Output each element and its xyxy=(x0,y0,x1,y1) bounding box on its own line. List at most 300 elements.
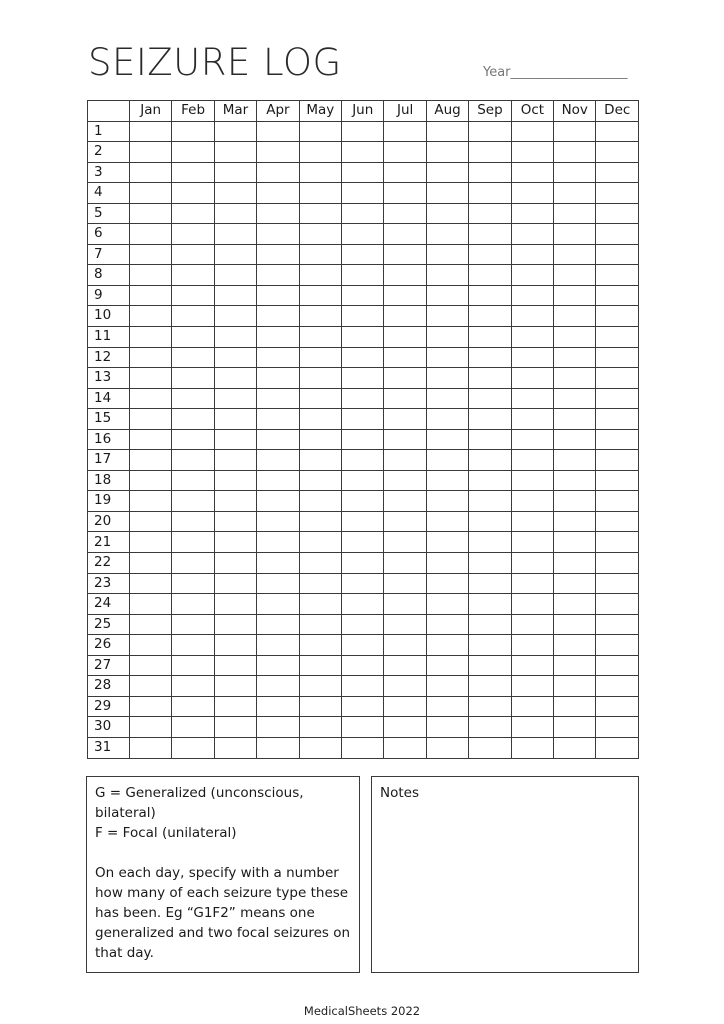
log-cell-apr[interactable] xyxy=(257,142,299,163)
log-cell-may[interactable] xyxy=(299,224,341,245)
log-cell-jul[interactable] xyxy=(384,388,426,409)
log-cell-nov[interactable] xyxy=(554,737,596,758)
log-cell-may[interactable] xyxy=(299,327,341,348)
log-cell-feb[interactable] xyxy=(172,121,214,142)
log-cell-oct[interactable] xyxy=(511,368,553,389)
log-cell-oct[interactable] xyxy=(511,388,553,409)
log-cell-jun[interactable] xyxy=(342,635,384,656)
log-cell-feb[interactable] xyxy=(172,327,214,348)
log-cell-jun[interactable] xyxy=(342,142,384,163)
log-cell-apr[interactable] xyxy=(257,265,299,286)
log-cell-apr[interactable] xyxy=(257,162,299,183)
log-cell-dec[interactable] xyxy=(596,409,639,430)
log-cell-mar[interactable] xyxy=(214,183,256,204)
log-cell-dec[interactable] xyxy=(596,224,639,245)
log-cell-jul[interactable] xyxy=(384,368,426,389)
log-cell-mar[interactable] xyxy=(214,388,256,409)
log-cell-may[interactable] xyxy=(299,676,341,697)
log-cell-sep[interactable] xyxy=(469,183,511,204)
log-cell-may[interactable] xyxy=(299,737,341,758)
log-cell-jan[interactable] xyxy=(130,409,172,430)
log-cell-dec[interactable] xyxy=(596,594,639,615)
log-cell-feb[interactable] xyxy=(172,347,214,368)
log-cell-oct[interactable] xyxy=(511,655,553,676)
log-cell-jul[interactable] xyxy=(384,285,426,306)
log-cell-sep[interactable] xyxy=(469,142,511,163)
log-cell-sep[interactable] xyxy=(469,470,511,491)
log-cell-sep[interactable] xyxy=(469,614,511,635)
log-cell-dec[interactable] xyxy=(596,635,639,656)
log-cell-jul[interactable] xyxy=(384,594,426,615)
log-cell-jan[interactable] xyxy=(130,573,172,594)
log-cell-nov[interactable] xyxy=(554,635,596,656)
log-cell-may[interactable] xyxy=(299,244,341,265)
log-cell-jul[interactable] xyxy=(384,224,426,245)
log-cell-feb[interactable] xyxy=(172,409,214,430)
log-cell-apr[interactable] xyxy=(257,203,299,224)
log-cell-may[interactable] xyxy=(299,162,341,183)
log-cell-feb[interactable] xyxy=(172,224,214,245)
log-cell-nov[interactable] xyxy=(554,429,596,450)
log-cell-may[interactable] xyxy=(299,491,341,512)
log-cell-nov[interactable] xyxy=(554,306,596,327)
log-cell-mar[interactable] xyxy=(214,347,256,368)
log-cell-oct[interactable] xyxy=(511,717,553,738)
log-cell-feb[interactable] xyxy=(172,696,214,717)
log-cell-may[interactable] xyxy=(299,368,341,389)
log-cell-apr[interactable] xyxy=(257,450,299,471)
log-cell-nov[interactable] xyxy=(554,347,596,368)
log-cell-mar[interactable] xyxy=(214,676,256,697)
log-cell-dec[interactable] xyxy=(596,244,639,265)
log-cell-nov[interactable] xyxy=(554,285,596,306)
log-cell-jun[interactable] xyxy=(342,285,384,306)
log-cell-jun[interactable] xyxy=(342,121,384,142)
log-cell-feb[interactable] xyxy=(172,429,214,450)
log-cell-dec[interactable] xyxy=(596,532,639,553)
log-cell-aug[interactable] xyxy=(426,409,468,430)
log-cell-aug[interactable] xyxy=(426,347,468,368)
log-cell-jan[interactable] xyxy=(130,162,172,183)
log-cell-mar[interactable] xyxy=(214,244,256,265)
log-cell-jul[interactable] xyxy=(384,347,426,368)
log-cell-may[interactable] xyxy=(299,594,341,615)
log-cell-nov[interactable] xyxy=(554,409,596,430)
log-cell-feb[interactable] xyxy=(172,655,214,676)
log-cell-nov[interactable] xyxy=(554,224,596,245)
log-cell-dec[interactable] xyxy=(596,676,639,697)
log-cell-apr[interactable] xyxy=(257,347,299,368)
log-cell-jan[interactable] xyxy=(130,121,172,142)
log-cell-sep[interactable] xyxy=(469,635,511,656)
log-cell-jun[interactable] xyxy=(342,224,384,245)
log-cell-sep[interactable] xyxy=(469,409,511,430)
log-cell-jan[interactable] xyxy=(130,142,172,163)
log-cell-oct[interactable] xyxy=(511,470,553,491)
log-cell-nov[interactable] xyxy=(554,553,596,574)
log-cell-sep[interactable] xyxy=(469,676,511,697)
log-cell-oct[interactable] xyxy=(511,676,553,697)
log-cell-dec[interactable] xyxy=(596,327,639,348)
log-cell-dec[interactable] xyxy=(596,553,639,574)
log-cell-apr[interactable] xyxy=(257,183,299,204)
log-cell-nov[interactable] xyxy=(554,470,596,491)
log-cell-may[interactable] xyxy=(299,717,341,738)
log-cell-jun[interactable] xyxy=(342,265,384,286)
log-cell-oct[interactable] xyxy=(511,285,553,306)
log-cell-aug[interactable] xyxy=(426,327,468,348)
log-cell-jul[interactable] xyxy=(384,450,426,471)
log-cell-aug[interactable] xyxy=(426,614,468,635)
log-cell-dec[interactable] xyxy=(596,737,639,758)
log-cell-apr[interactable] xyxy=(257,635,299,656)
log-cell-jan[interactable] xyxy=(130,265,172,286)
log-cell-feb[interactable] xyxy=(172,594,214,615)
log-cell-jul[interactable] xyxy=(384,244,426,265)
log-cell-jun[interactable] xyxy=(342,553,384,574)
log-cell-jan[interactable] xyxy=(130,717,172,738)
log-cell-sep[interactable] xyxy=(469,121,511,142)
log-cell-jun[interactable] xyxy=(342,429,384,450)
log-cell-oct[interactable] xyxy=(511,429,553,450)
log-cell-dec[interactable] xyxy=(596,121,639,142)
log-cell-feb[interactable] xyxy=(172,614,214,635)
log-cell-oct[interactable] xyxy=(511,491,553,512)
log-cell-apr[interactable] xyxy=(257,470,299,491)
log-cell-nov[interactable] xyxy=(554,121,596,142)
log-cell-nov[interactable] xyxy=(554,265,596,286)
log-cell-jun[interactable] xyxy=(342,203,384,224)
log-cell-jun[interactable] xyxy=(342,183,384,204)
log-cell-jan[interactable] xyxy=(130,635,172,656)
log-cell-jan[interactable] xyxy=(130,696,172,717)
log-cell-sep[interactable] xyxy=(469,244,511,265)
log-cell-aug[interactable] xyxy=(426,306,468,327)
log-cell-jun[interactable] xyxy=(342,347,384,368)
log-cell-jul[interactable] xyxy=(384,717,426,738)
log-cell-sep[interactable] xyxy=(469,717,511,738)
log-cell-jun[interactable] xyxy=(342,327,384,348)
log-cell-aug[interactable] xyxy=(426,244,468,265)
log-cell-jan[interactable] xyxy=(130,285,172,306)
log-cell-aug[interactable] xyxy=(426,265,468,286)
log-cell-apr[interactable] xyxy=(257,655,299,676)
log-cell-aug[interactable] xyxy=(426,183,468,204)
notes-box[interactable] xyxy=(371,776,639,973)
log-cell-mar[interactable] xyxy=(214,573,256,594)
log-cell-dec[interactable] xyxy=(596,142,639,163)
log-cell-jan[interactable] xyxy=(130,224,172,245)
log-cell-mar[interactable] xyxy=(214,532,256,553)
log-cell-nov[interactable] xyxy=(554,511,596,532)
log-cell-jun[interactable] xyxy=(342,368,384,389)
log-cell-jun[interactable] xyxy=(342,491,384,512)
log-cell-jun[interactable] xyxy=(342,532,384,553)
log-cell-apr[interactable] xyxy=(257,573,299,594)
log-cell-sep[interactable] xyxy=(469,696,511,717)
log-cell-dec[interactable] xyxy=(596,162,639,183)
log-cell-may[interactable] xyxy=(299,306,341,327)
log-cell-apr[interactable] xyxy=(257,594,299,615)
log-cell-jul[interactable] xyxy=(384,532,426,553)
log-cell-nov[interactable] xyxy=(554,327,596,348)
log-cell-may[interactable] xyxy=(299,553,341,574)
log-cell-apr[interactable] xyxy=(257,306,299,327)
log-cell-mar[interactable] xyxy=(214,203,256,224)
log-cell-mar[interactable] xyxy=(214,306,256,327)
log-cell-jan[interactable] xyxy=(130,306,172,327)
log-cell-jul[interactable] xyxy=(384,696,426,717)
log-cell-mar[interactable] xyxy=(214,737,256,758)
log-cell-aug[interactable] xyxy=(426,121,468,142)
log-cell-jul[interactable] xyxy=(384,614,426,635)
log-cell-oct[interactable] xyxy=(511,553,553,574)
log-cell-jun[interactable] xyxy=(342,450,384,471)
log-cell-jul[interactable] xyxy=(384,142,426,163)
log-cell-jul[interactable] xyxy=(384,183,426,204)
log-cell-may[interactable] xyxy=(299,347,341,368)
log-cell-jun[interactable] xyxy=(342,244,384,265)
log-cell-sep[interactable] xyxy=(469,203,511,224)
log-cell-dec[interactable] xyxy=(596,450,639,471)
log-cell-dec[interactable] xyxy=(596,265,639,286)
log-cell-oct[interactable] xyxy=(511,224,553,245)
log-cell-sep[interactable] xyxy=(469,368,511,389)
log-cell-mar[interactable] xyxy=(214,142,256,163)
log-cell-oct[interactable] xyxy=(511,594,553,615)
log-cell-apr[interactable] xyxy=(257,737,299,758)
log-cell-jan[interactable] xyxy=(130,594,172,615)
log-cell-apr[interactable] xyxy=(257,532,299,553)
log-cell-feb[interactable] xyxy=(172,491,214,512)
log-cell-nov[interactable] xyxy=(554,655,596,676)
log-cell-dec[interactable] xyxy=(596,368,639,389)
log-cell-nov[interactable] xyxy=(554,388,596,409)
log-cell-apr[interactable] xyxy=(257,224,299,245)
year-field[interactable]: Year__________________ xyxy=(483,65,628,80)
log-cell-apr[interactable] xyxy=(257,327,299,348)
log-cell-mar[interactable] xyxy=(214,491,256,512)
log-cell-jan[interactable] xyxy=(130,450,172,471)
log-cell-may[interactable] xyxy=(299,429,341,450)
log-cell-mar[interactable] xyxy=(214,553,256,574)
log-cell-may[interactable] xyxy=(299,183,341,204)
log-cell-mar[interactable] xyxy=(214,327,256,348)
log-cell-jul[interactable] xyxy=(384,635,426,656)
log-cell-sep[interactable] xyxy=(469,450,511,471)
log-cell-jul[interactable] xyxy=(384,409,426,430)
log-cell-jan[interactable] xyxy=(130,655,172,676)
log-cell-may[interactable] xyxy=(299,470,341,491)
log-cell-jul[interactable] xyxy=(384,306,426,327)
log-cell-jan[interactable] xyxy=(130,244,172,265)
log-cell-oct[interactable] xyxy=(511,306,553,327)
log-cell-may[interactable] xyxy=(299,121,341,142)
log-cell-sep[interactable] xyxy=(469,532,511,553)
log-cell-mar[interactable] xyxy=(214,121,256,142)
log-cell-mar[interactable] xyxy=(214,511,256,532)
log-cell-may[interactable] xyxy=(299,265,341,286)
log-cell-mar[interactable] xyxy=(214,470,256,491)
log-cell-mar[interactable] xyxy=(214,614,256,635)
log-cell-may[interactable] xyxy=(299,696,341,717)
log-cell-jul[interactable] xyxy=(384,121,426,142)
log-cell-mar[interactable] xyxy=(214,717,256,738)
log-cell-jun[interactable] xyxy=(342,614,384,635)
log-cell-oct[interactable] xyxy=(511,635,553,656)
log-cell-aug[interactable] xyxy=(426,655,468,676)
log-cell-oct[interactable] xyxy=(511,511,553,532)
log-cell-mar[interactable] xyxy=(214,594,256,615)
log-cell-aug[interactable] xyxy=(426,717,468,738)
log-cell-may[interactable] xyxy=(299,614,341,635)
log-cell-feb[interactable] xyxy=(172,573,214,594)
log-cell-may[interactable] xyxy=(299,573,341,594)
log-cell-aug[interactable] xyxy=(426,285,468,306)
log-cell-oct[interactable] xyxy=(511,696,553,717)
log-cell-oct[interactable] xyxy=(511,162,553,183)
log-cell-sep[interactable] xyxy=(469,347,511,368)
log-cell-apr[interactable] xyxy=(257,491,299,512)
log-cell-feb[interactable] xyxy=(172,265,214,286)
log-cell-jan[interactable] xyxy=(130,676,172,697)
log-cell-nov[interactable] xyxy=(554,676,596,697)
log-cell-may[interactable] xyxy=(299,532,341,553)
log-cell-jan[interactable] xyxy=(130,511,172,532)
log-cell-feb[interactable] xyxy=(172,162,214,183)
log-cell-aug[interactable] xyxy=(426,368,468,389)
log-cell-jul[interactable] xyxy=(384,511,426,532)
log-cell-jan[interactable] xyxy=(130,203,172,224)
log-cell-aug[interactable] xyxy=(426,594,468,615)
log-cell-nov[interactable] xyxy=(554,573,596,594)
log-cell-apr[interactable] xyxy=(257,388,299,409)
log-cell-nov[interactable] xyxy=(554,450,596,471)
log-cell-jan[interactable] xyxy=(130,347,172,368)
log-cell-dec[interactable] xyxy=(596,429,639,450)
log-cell-sep[interactable] xyxy=(469,224,511,245)
log-cell-apr[interactable] xyxy=(257,429,299,450)
log-cell-oct[interactable] xyxy=(511,183,553,204)
log-cell-nov[interactable] xyxy=(554,696,596,717)
log-cell-may[interactable] xyxy=(299,635,341,656)
log-cell-aug[interactable] xyxy=(426,696,468,717)
log-cell-dec[interactable] xyxy=(596,388,639,409)
log-cell-oct[interactable] xyxy=(511,737,553,758)
log-cell-may[interactable] xyxy=(299,388,341,409)
log-cell-aug[interactable] xyxy=(426,553,468,574)
log-cell-jul[interactable] xyxy=(384,737,426,758)
log-cell-feb[interactable] xyxy=(172,306,214,327)
log-cell-aug[interactable] xyxy=(426,470,468,491)
log-cell-apr[interactable] xyxy=(257,614,299,635)
log-cell-dec[interactable] xyxy=(596,491,639,512)
log-cell-aug[interactable] xyxy=(426,511,468,532)
log-cell-aug[interactable] xyxy=(426,450,468,471)
log-cell-jan[interactable] xyxy=(130,491,172,512)
log-cell-may[interactable] xyxy=(299,450,341,471)
log-cell-feb[interactable] xyxy=(172,388,214,409)
log-cell-dec[interactable] xyxy=(596,306,639,327)
log-cell-apr[interactable] xyxy=(257,244,299,265)
log-cell-aug[interactable] xyxy=(426,635,468,656)
log-cell-jul[interactable] xyxy=(384,162,426,183)
log-cell-dec[interactable] xyxy=(596,614,639,635)
log-cell-oct[interactable] xyxy=(511,244,553,265)
log-cell-apr[interactable] xyxy=(257,121,299,142)
log-cell-nov[interactable] xyxy=(554,244,596,265)
log-cell-jul[interactable] xyxy=(384,470,426,491)
log-cell-may[interactable] xyxy=(299,285,341,306)
log-cell-may[interactable] xyxy=(299,409,341,430)
log-cell-mar[interactable] xyxy=(214,285,256,306)
log-cell-jun[interactable] xyxy=(342,306,384,327)
log-cell-jul[interactable] xyxy=(384,327,426,348)
log-cell-sep[interactable] xyxy=(469,327,511,348)
log-cell-sep[interactable] xyxy=(469,511,511,532)
log-cell-mar[interactable] xyxy=(214,224,256,245)
log-cell-mar[interactable] xyxy=(214,429,256,450)
log-cell-aug[interactable] xyxy=(426,532,468,553)
log-cell-oct[interactable] xyxy=(511,203,553,224)
log-cell-jul[interactable] xyxy=(384,655,426,676)
log-cell-apr[interactable] xyxy=(257,409,299,430)
log-cell-oct[interactable] xyxy=(511,265,553,286)
log-cell-apr[interactable] xyxy=(257,368,299,389)
log-cell-apr[interactable] xyxy=(257,285,299,306)
log-cell-dec[interactable] xyxy=(596,573,639,594)
log-cell-dec[interactable] xyxy=(596,470,639,491)
log-cell-oct[interactable] xyxy=(511,409,553,430)
log-cell-oct[interactable] xyxy=(511,450,553,471)
log-cell-feb[interactable] xyxy=(172,368,214,389)
log-cell-aug[interactable] xyxy=(426,573,468,594)
log-cell-apr[interactable] xyxy=(257,717,299,738)
log-cell-may[interactable] xyxy=(299,142,341,163)
log-cell-jun[interactable] xyxy=(342,717,384,738)
log-cell-mar[interactable] xyxy=(214,265,256,286)
log-cell-jun[interactable] xyxy=(342,511,384,532)
log-cell-feb[interactable] xyxy=(172,183,214,204)
log-cell-jan[interactable] xyxy=(130,553,172,574)
log-cell-jun[interactable] xyxy=(342,655,384,676)
log-cell-nov[interactable] xyxy=(554,614,596,635)
log-cell-oct[interactable] xyxy=(511,614,553,635)
log-cell-jun[interactable] xyxy=(342,573,384,594)
log-cell-jun[interactable] xyxy=(342,470,384,491)
log-cell-jan[interactable] xyxy=(130,614,172,635)
log-cell-nov[interactable] xyxy=(554,142,596,163)
log-cell-mar[interactable] xyxy=(214,635,256,656)
log-cell-feb[interactable] xyxy=(172,285,214,306)
log-cell-nov[interactable] xyxy=(554,162,596,183)
log-cell-nov[interactable] xyxy=(554,532,596,553)
log-cell-aug[interactable] xyxy=(426,737,468,758)
log-cell-nov[interactable] xyxy=(554,491,596,512)
log-cell-oct[interactable] xyxy=(511,347,553,368)
log-cell-sep[interactable] xyxy=(469,573,511,594)
log-cell-dec[interactable] xyxy=(596,696,639,717)
log-cell-mar[interactable] xyxy=(214,409,256,430)
log-cell-feb[interactable] xyxy=(172,532,214,553)
log-cell-oct[interactable] xyxy=(511,142,553,163)
log-cell-jan[interactable] xyxy=(130,327,172,348)
log-cell-mar[interactable] xyxy=(214,162,256,183)
log-cell-jan[interactable] xyxy=(130,183,172,204)
log-cell-nov[interactable] xyxy=(554,183,596,204)
log-cell-apr[interactable] xyxy=(257,511,299,532)
log-cell-mar[interactable] xyxy=(214,655,256,676)
